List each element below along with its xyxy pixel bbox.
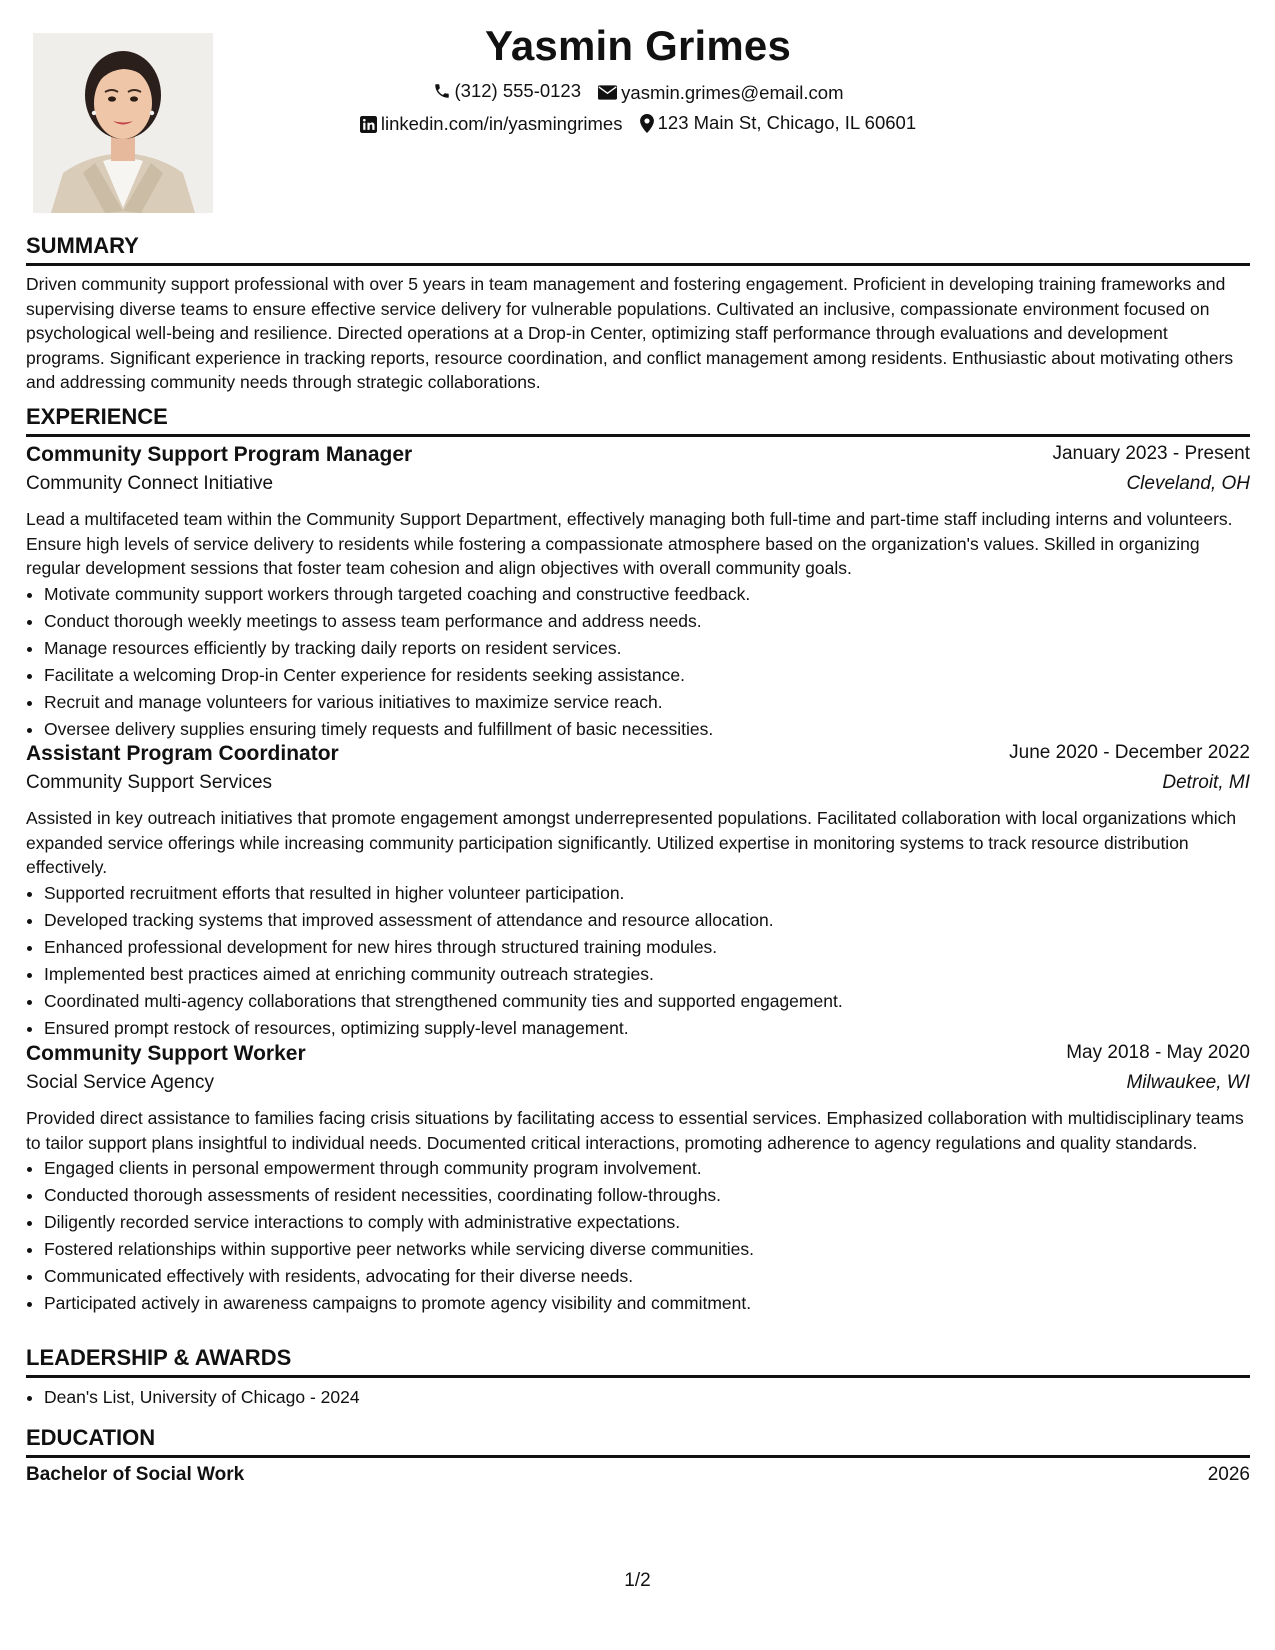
- job-dates: June 2020 - December 2022: [1009, 742, 1250, 763]
- list-item: • Diligently recorded service interactions to comply with administrative expectations.: [44, 1209, 1250, 1236]
- list-item: • Supported recruitment efforts that resulted in higher volunteer participation.: [44, 880, 1250, 907]
- list-item: • Fostered relationships within supportive peer networks while servicing diverse communities.: [44, 1236, 1250, 1263]
- list-item: • Coordinated multi-agency collaborations that strengthened community ties and supported engagement.: [44, 988, 1250, 1015]
- list-item: • Dean's List, University of Chicago - 2024: [44, 1384, 1250, 1411]
- candidate-name: Yasmin Grimes: [484, 22, 792, 69]
- list-item: • Conducted thorough assessments of resident necessities, coordinating follow-throughs.: [44, 1182, 1250, 1209]
- job-entry: [26, 1042, 1250, 1317]
- linkedin-contact[interactable]: [360, 113, 623, 135]
- phone-icon: [433, 82, 451, 100]
- phone-contact: [433, 80, 582, 102]
- job-dates: January 2023 - Present: [1052, 443, 1250, 464]
- job-bullets: [26, 581, 1250, 743]
- list-item: • Developed tracking systems that improved assessment of attendance and resource allocation.: [44, 907, 1250, 934]
- email-text[interactable]: yasmin.grimes@email.com: [621, 81, 844, 103]
- summary-text: Driven community support professional with over 5 years in team management and fostering engagement. Proficient in developing training frameworks and supervising diverse teams to ensure effective service delivery for vulnerable populations. Cultivated an inclusive, compassionate environment focused on psychological well-being and resilience. Directed operations at a Drop-in Center, optimizing staff performance through evaluations and development programs. Significant experience in tracking reports, resource coordination, and conflict management among residents. Enthusiastic about motivating others and addressing community needs through strategic collaborations.: [26, 274, 1234, 392]
- leadership-heading: LEADERSHIP & AWARDS: [26, 1345, 1250, 1378]
- job-location: Cleveland, OH: [1126, 473, 1250, 494]
- list-item: • Participated actively in awareness campaigns to promote agency visibility and commitment.: [44, 1290, 1250, 1317]
- job-description: Lead a multifaceted team within the Community Support Department, effectively managing both full-time and part-time staff including interns and volunteers. Ensure high levels of service delivery to residents while fostering a compassionate atmosphere based on the organization's values. Skilled in organizing regular development sessions that foster team cohesion and align objectives with overall community goals.: [26, 509, 1233, 578]
- job-title: Community Support Worker: [26, 1042, 306, 1065]
- list-item: • Recruit and manage volunteers for various initiatives to maximize service reach.: [44, 689, 1250, 716]
- experience-heading: EXPERIENCE: [26, 404, 1250, 437]
- contact-line-2: [26, 112, 1250, 138]
- education-degree: Bachelor of Social Work: [26, 1464, 245, 1485]
- job-location: Milwaukee, WI: [1126, 1072, 1250, 1093]
- job-bullets: [26, 880, 1250, 1042]
- list-item: • Conduct thorough weekly meetings to assess team performance and address needs.: [44, 608, 1250, 635]
- address-text: 123 Main St, Chicago, IL 60601: [657, 112, 917, 133]
- list-item: • Implemented best practices aimed at enriching community outreach strategies.: [44, 961, 1250, 988]
- list-item: • Oversee delivery supplies ensuring timely requests and fulfillment of basic necessities.: [44, 716, 1250, 743]
- experience-section: [26, 404, 1250, 437]
- job-title: Assistant Program Coordinator: [26, 742, 339, 765]
- list-item: • Engaged clients in personal empowerment through community program involvement.: [44, 1155, 1250, 1182]
- job-organization: Social Service Agency: [26, 1072, 214, 1093]
- address-contact: [640, 112, 917, 134]
- education-year: 2026: [1207, 1464, 1250, 1485]
- job-entry: [26, 443, 1250, 743]
- linkedin-icon: [360, 116, 377, 133]
- list-item: • Manage resources efficiently by tracking daily reports on resident services.: [44, 635, 1250, 662]
- awards-list: [26, 1384, 1250, 1411]
- email-contact[interactable]: [598, 82, 843, 104]
- envelope-icon: [598, 85, 617, 100]
- list-item: • Motivate community support workers through targeted coaching and constructive feedback.: [44, 581, 1250, 608]
- list-item: • Facilitate a welcoming Drop-in Center experience for residents seeking assistance.: [44, 662, 1250, 689]
- summary-heading: SUMMARY: [26, 233, 1250, 266]
- job-title: Community Support Program Manager: [26, 443, 413, 466]
- job-dates: May 2018 - May 2020: [1066, 1042, 1250, 1063]
- education-heading: EDUCATION: [26, 1425, 1250, 1458]
- list-item: • Ensured prompt restock of resources, optimizing supply-level management.: [44, 1015, 1250, 1042]
- job-location: Detroit, MI: [1162, 772, 1250, 793]
- contact-line-1: [26, 80, 1250, 105]
- linkedin-text[interactable]: linkedin.com/in/yasmingrimes: [380, 113, 623, 134]
- job-description: Assisted in key outreach initiatives that promote engagement amongst underrepresented populations. Facilitated collaboration with local organizations which expanded service offerings while increasing community participation significantly. Utilized expertise in monitoring systems to track resource distribution effectively.: [26, 808, 1237, 877]
- job-bullets: [26, 1155, 1250, 1317]
- page-number: 1/2: [624, 1570, 651, 1591]
- leadership-section: [26, 1345, 1250, 1411]
- job-organization: Community Support Services: [26, 772, 273, 793]
- summary-section: [26, 233, 1250, 395]
- job-description: Provided direct assistance to families facing crisis situations by facilitating access to essential services. Emphasized collaboration with multidisciplinary teams to tailor support plans insightful to individual needs. Documented critical interactions, promoting adherence to agency regulations and quality standards.: [26, 1108, 1244, 1153]
- education-section: [26, 1425, 1250, 1494]
- job-organization: Community Connect Initiative: [26, 473, 274, 494]
- phone-text: (312) 555-0123: [454, 80, 582, 101]
- map-pin-icon: [640, 114, 654, 133]
- job-entry: [26, 742, 1250, 1042]
- list-item: • Communicated effectively with residents, advocating for their diverse needs.: [44, 1263, 1250, 1290]
- list-item: • Enhanced professional development for new hires through structured training modules.: [44, 934, 1250, 961]
